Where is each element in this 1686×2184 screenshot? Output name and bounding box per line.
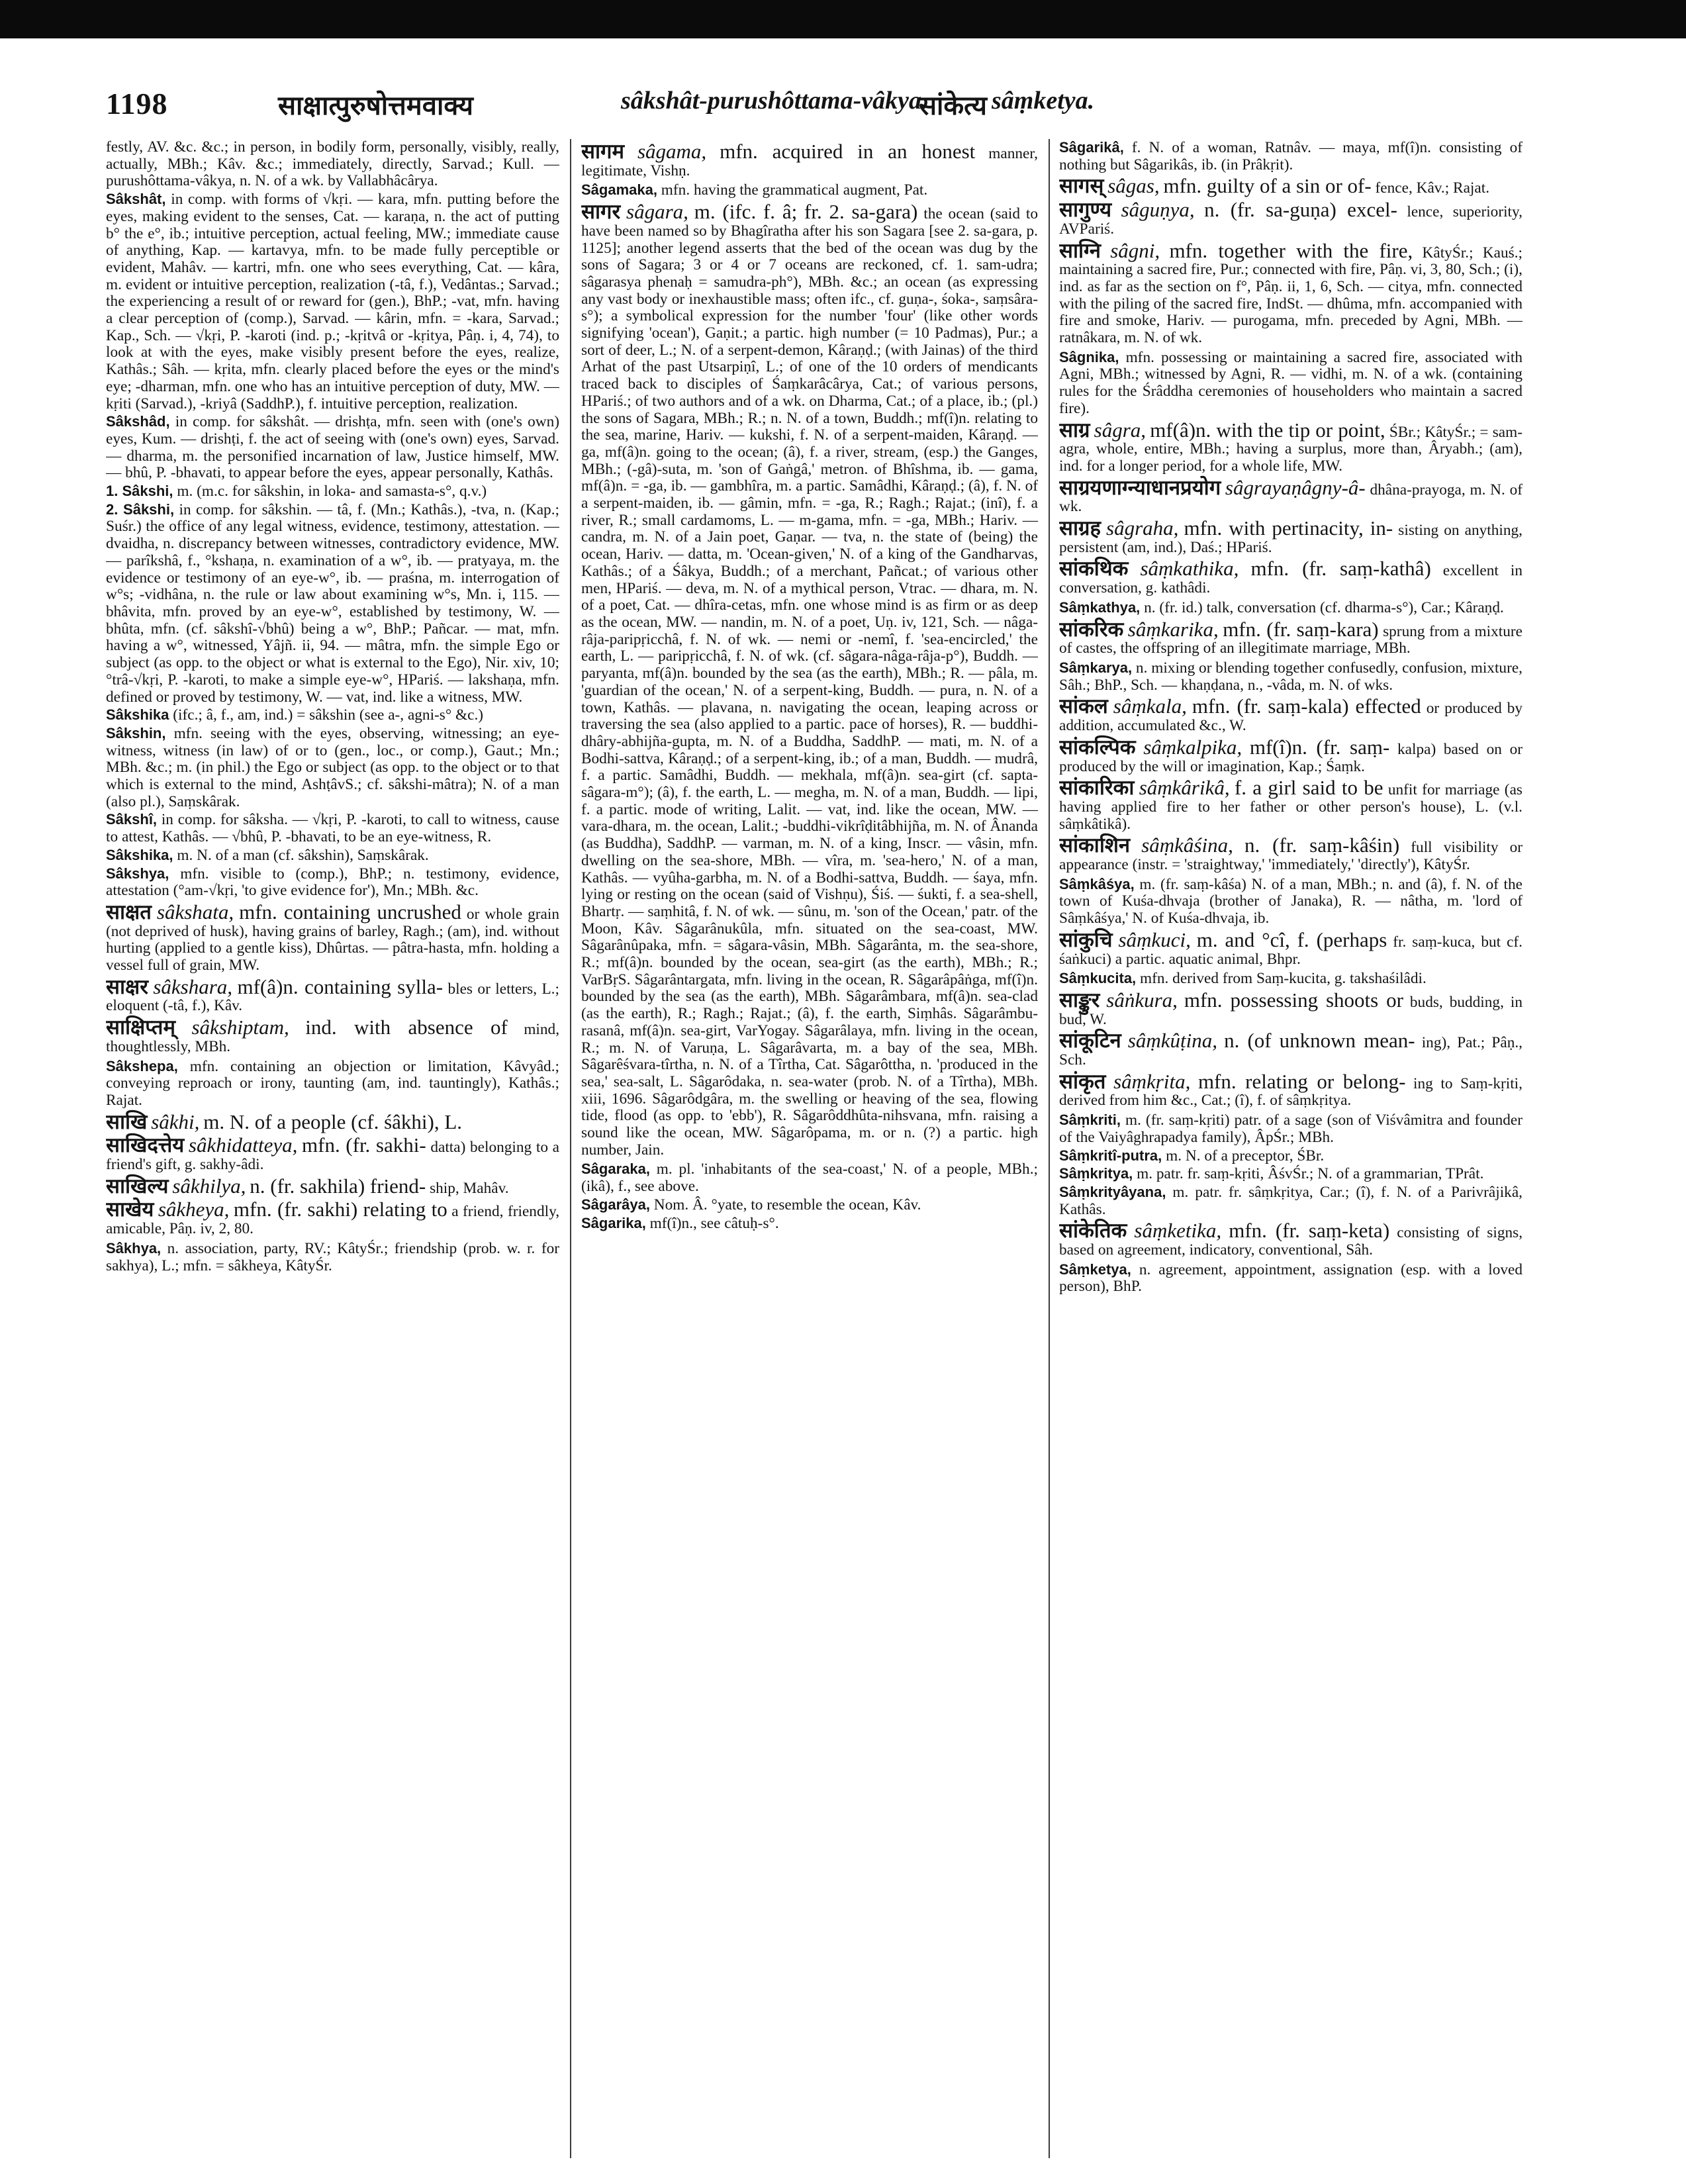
headword-transliteration: sâgra, — [1094, 418, 1147, 442]
definition-lead: f. a girl said to be — [1234, 776, 1383, 800]
headword-devanagari: सांकल — [1059, 694, 1108, 719]
headword-devanagari: साग्नि — [1059, 238, 1101, 263]
sub-entry — [106, 483, 559, 500]
definition-lead: mf(â)n. containing sylla- — [237, 974, 444, 998]
definition-text: in comp. with forms of √kṛi. — kara, mfn. putting before the eyes, making evident to the senses, Cat. — karaṇa, n. the act of putting b° the e°, ib.; intuitive perception, actual feeling, MW.; immediate cause of anything, Kap. — kartavya, mfn. to be made fully perceptible or evident, Mahâv. — kartri, mfn. one who sees everything, Cat. — kâra, m. evident or intuitive perception, realization (-tâ, f.), Vedântas.; Sarvad.; the experiencing a result of or reward for (gen.), BhP.; -vat, mfn. having a clear perception of (comp.), Sarvad. — kârin, mfn. = -kara, Sarvad.; Kap., Sch. — √kṛi, P. -karoti (ind. p.; -kṛitvâ or -kṛitya, Pâṇ. i, 4, 74), to look at with the eyes, make visibly present before the eyes, realize, Kathâs.; Sâh. — kṛita, mfn. clearly placed before the eyes or the mind's eye; -dharman, mfn. one who has an intuitive perception of duty, MW. — kṛiti (Sarvad.), -kriyâ (SaddhP.), f. intuitive perception, realization. — [106, 191, 559, 412]
headword-devanagari: सांकल्पिक — [1059, 735, 1136, 759]
main-entry — [1059, 617, 1522, 657]
headword-devanagari: साग्रयणाग्न्याधानप्रयोग — [1059, 475, 1221, 500]
header-left-devanagari: साक्षात्पुरुषोत्तमवाक्य — [278, 91, 473, 121]
headword-transliteration: sâkshata, — [156, 900, 234, 924]
sub-headword: Sâkshika, — [106, 846, 173, 863]
headword-devanagari: साग्रह — [1059, 516, 1101, 541]
definition-text: mfn. seeing with the eyes, observing, witnessing; an eye-witness, witness (in law) of or to (gen., loc., or comp.), Gaut.; Mn.; MBh. &c.; m. (in phil.) the Ego or subject (as opp. to the object or to that which is external to the mind, AshṭâvS.; cf. sâkshi-mâtra); N. of a man (also pl.), Saṃskârak. — [106, 724, 559, 810]
headword-devanagari: साखिदत्तेय — [106, 1133, 185, 1158]
definition-text: dhâna-prayoga, m. N. of wk. — [1059, 481, 1522, 516]
sub-entry — [1059, 1261, 1522, 1296]
main-entry — [1059, 418, 1522, 475]
page-number: 1198 — [106, 87, 168, 120]
sub-headword: Sâgarâya, — [581, 1196, 650, 1213]
definition-lead: mfn. acquired in an honest — [720, 140, 976, 163]
column-1 — [106, 139, 559, 2165]
definition-text: m. (m.c. for sâkshin, in loka- and samasta-s°, q.v.) — [177, 483, 487, 500]
sub-headword: Sâkshya, — [106, 865, 169, 882]
definition-text: n. mixing or blending together confusedly, confusion, mixture, Sâh.; BhP., Sch. — khaṇḍana, n., -vâda, m. N. of wks. — [1059, 659, 1522, 694]
definition-text: fence, Kâv.; Rajat. — [1375, 179, 1490, 197]
sub-headword: 2. Sâkshi, — [106, 500, 175, 518]
sub-headword: Sâṃkriti, — [1059, 1112, 1121, 1129]
definition-lead: n. (of unknown mean- — [1224, 1029, 1415, 1053]
main-entry — [1059, 174, 1522, 199]
headword-devanagari: सांकथिक — [1059, 557, 1129, 581]
main-entry — [1059, 475, 1522, 516]
definition-text: n. association, party, RV.; KâtyŚr.; friendship (prob. w. r. for sakhya), L.; mfn. = sâkheya, KâtyŚr. — [106, 1239, 559, 1274]
headword-devanagari: साक्षिप्तम् — [106, 1016, 175, 1040]
column-divider — [570, 139, 571, 2158]
definition-text: ŚBr.; KâtyŚr.; = sam-agra, whole, entire, MBh.; having a surplus, more than, Âryabh.; (am), ind. for a longer period, for a whole life, MW. — [1059, 423, 1522, 475]
sub-headword: Sâṃkucita, — [1059, 970, 1137, 987]
main-entry — [106, 1016, 559, 1055]
definition-text: (ifc.; â, f., am, ind.) = sâkshin (see a-, agni-s° &c.) — [173, 706, 484, 724]
definition-text: mfn. derived from Saṃ-kucita, g. takshaśilâdi. — [1140, 970, 1427, 988]
headword-devanagari: सांकाशिन — [1059, 833, 1131, 858]
headword-transliteration: sâgara, — [626, 200, 688, 224]
headword-transliteration: sâgrayaṇâgny-â- — [1225, 475, 1366, 499]
main-entry — [1059, 516, 1522, 556]
column-3 — [1059, 139, 1522, 2165]
definition-text: m. N. of a preceptor, ŚBr. — [1166, 1147, 1325, 1164]
definition-text: unfit for marriage (as having applied fire to her father or other person's house), L. (v.l. sâṃkâtikâ). — [1059, 781, 1522, 833]
headword-transliteration: sâkhidatteya, — [188, 1133, 298, 1157]
main-entry — [581, 200, 1038, 1159]
sub-headword: Sâṃkâśya, — [1059, 875, 1135, 892]
definition-text: full visibility or appearance (instr. = 'straightway,' 'immediately,' 'directly'), KâtyŚr. — [1059, 839, 1522, 874]
sub-entry — [106, 1058, 559, 1110]
definition-text: n. (fr. id.) talk, conversation (cf. dharma-s°), Car.; Kâraṇḍ. — [1144, 598, 1504, 616]
definition-text: excellent in conversation, g. kathâdi. — [1059, 562, 1522, 597]
main-entry — [1059, 927, 1522, 968]
headword-devanagari: सागस् — [1059, 174, 1104, 199]
definition-lead: n. (fr. sa-guṇa) excel- — [1204, 198, 1397, 222]
definition-text: ing to Saṃ-kṛiti, derived from him &c., Cat.; (î), f. of sâṃkṛitya. — [1059, 1074, 1522, 1110]
definition-lead: mf(î)n. (fr. saṃ- — [1249, 735, 1390, 759]
headword-transliteration: sâṅkura, — [1106, 988, 1178, 1012]
definition-lead: mfn. (fr. sakhi) relating to — [233, 1198, 447, 1221]
definition-lead: mfn. (fr. saṃ-keta) — [1229, 1219, 1390, 1243]
headword-transliteration: sâkshiptam, — [191, 1016, 289, 1039]
headword-transliteration: sâṃkalpika, — [1143, 735, 1242, 759]
sub-entry — [106, 847, 559, 865]
main-entry — [106, 1110, 559, 1134]
sub-entry — [1059, 139, 1522, 173]
main-entry — [1059, 776, 1522, 833]
definition-text: in comp. for sâksha. — √kṛi, P. -karoti, to call to witness, cause to attest, Kathâs. — √bhû, P. -bhavati, to be an eye-witness, R. — [106, 811, 559, 846]
headword-devanagari: सागम — [581, 140, 624, 164]
headword-transliteration: sâkshara, — [153, 974, 233, 998]
definition-text: manner, legitimate, Vishṇ. — [581, 145, 1038, 179]
definition-text: ing), Pat.; Pâṇ., Sch. — [1059, 1034, 1522, 1069]
definition-lead: mfn. containing uncrushed — [239, 900, 461, 924]
sub-entry — [106, 706, 559, 724]
definition-text: sisting on anything, persistent (am, ind.), Daś.; HPariś. — [1059, 522, 1522, 556]
definition-text: festly, AV. &c. &c.; in person, in bodily form, personally, visibly, really, actually, MBh.; Kâv. &c.; immediately, directly, Sarvad.; Kull. — purushôttama-vâkya, n. N. of a wk. by Vallabhâcârya. — [106, 139, 559, 190]
sub-headword: Sâgarikâ, — [1059, 139, 1124, 156]
sub-headword: Sâkhya, — [106, 1239, 162, 1257]
definition-text: m. (fr. saṃ-kâśa) N. of a man, MBh.; n. and (â), f. N. of the town of Kuśa-dhvaja (brother of Janaka), R. — nâtha, m. 'lord of Sâṃkâśya,' N. of Kuśa-dhvaja, ib. — [1059, 875, 1522, 927]
headword-transliteration: sâṃkarika, — [1127, 617, 1219, 641]
header-right-transliteration: sâṃketya. — [992, 87, 1095, 115]
definition-text: m. pl. 'inhabitants of the sea-coast,' N. of a people, MBh.; (ikâ), f., see above. — [581, 1161, 1038, 1196]
sub-headword: Sâkshâd, — [106, 413, 170, 430]
sub-entry — [1059, 1147, 1522, 1165]
sub-entry — [106, 811, 559, 845]
headword-transliteration: sâkhilya, — [172, 1174, 246, 1198]
sub-entry — [581, 181, 1038, 199]
main-entry — [1059, 988, 1522, 1028]
headword-transliteration: sâṃkathika, — [1140, 557, 1239, 581]
sub-entry — [106, 725, 559, 811]
headword-transliteration: sâguṇya, — [1121, 198, 1195, 222]
sub-headword: Sâṃkarya, — [1059, 659, 1133, 676]
definition-text: KâtyŚr.; Kauś.; maintaining a sacred fire, Pur.; connected with fire, Pâṇ. vi, 3, 80, Sch.; (i), ind. as far as the section on f°, Pâṇ. ii, 1, 6, Sch. — citya, mfn. connected with the piling of the sacred fire, IndSt. — dhûma, mfn. accompanied with fire and smoke, Hariv. — purogama, mfn. preceded by Agni, MBh. — ratnâkara, m. N. of wk. — [1059, 244, 1522, 347]
headword-transliteration: sâṃkârikâ, — [1139, 776, 1230, 800]
main-entry — [1059, 1069, 1522, 1110]
definition-text: m. (fr. saṃ-kṛiti) patr. of a sage (son of Viśvâmitra and founder of the Vaiyâghrapadya family), ÂpŚr.; MBh. — [1059, 1112, 1522, 1146]
definition-text: the ocean (said to have been named so by Bhagîratha after his son Sagara [see 2. sa-gara, p. 1125]; another legend asserts that the bed of the ocean was dug by the sons of Sagara; 3 or 4 or 7 oceans are reckoned, cf. 1. sam-udra; sâgarasya phenaḥ = samudra-ph°), MBh. &c.; an ocean (as expressing any vast body or inexhaustible mass; often ifc., cf. guṇa-, śoka-, saṃsâra-s°); a symbolical expression for the number 'four' (like other words signifying 'ocean'), Gaṇit.; a partic. high number (= 10 Padmas), Pur.; a sort of deer, L.; N. of a serpent-demon, Kâraṇḍ.; (with Jainas) of the third Arhat of the past Utsarpiṇî, L.; of one of the 10 orders of mendicants traced back to disciples of Śaṃkarâcârya, Cat.; of various persons, HPariś.; of two authors and of a wk. on Dharma, Cat.; of a place, ib.; (pl.) the sons of Sagara, MBh.; R.; n. N. of a town, Buddh.; mf(î)n. relating to the sea, marine, Hariv. — kukshi, f. N. of a serpent-maiden, Kâraṇḍ. — ga, mf(â)n. going to the ocean; (â), f. a river, stream, (esp.) the Ganges, MBh.; (-gâ)-suta, m. 'son of Gaṅgâ,' metron. of Bhîshma, ib. — gama, mf(â)n. = -ga, ib. — gambhîra, m. a partic. Samâdhi, Kâraṇḍ.; (â), f. N. of a serpent-maiden, ib. — gâmin, mfn. = -ga, R.; Ragh.; Rajat.; (inî), f. a river, R.; small cardamoms, L. — m-gama, mfn. = -ga, MBh.; Hariv. — candra, m. N. of a Jain poet, Gaṇar. — tva, n. the state of (being) the ocean, Hariv. — datta, m. 'Ocean-given,' N. of a king of the Gandharvas, Kathâs.; of a Śâkya, Buddh.; of a merchant, Pañcat.; of various other men, HPariś. — deva, m. N. of a mythical person, Vtrac. — dhara, m. N. of a poet, Cat. — dhîra-cetas, mfn. one whose mind is as firm or as deep as the ocean, MW. — nandin, m. N. of a poet, Uṇ. iv, 121, Sch. — nâga-râja-paripṛicchâ, f. N. of wk. — nemi or -nemî, f. 'sea-encircled,' the earth, L. — paripṛicchâ, f. N. of wk. (cf. sâgara-nâga-râja-p°), Buddh. — paryanta, mf(â)n. bounded by the sea (as the earth), MBh.; R. — pâla, m. 'guardian of the ocean,' N. of a serpent-king, Buddh. — pura, n. N. of a town, Kathâs. — plavana, n. navigating the ocean, leaping across or traversing the sea (also applied to a partic. pace of horses), R. — buddhi-dhâry-abhijña-gupta, m. N. of a Buddha, SaddhP. — mati, m. N. of a Bodhi-sattva, Kâraṇḍ.; of a serpent-king, ib.; of a man, Buddh. — mudrâ, f. a partic. Samâdhi, Buddh. — mekhala, mf(â)n. sea-girt (cf. sapta-sâgara-m°); (â), f. the earth, L. — megha, m. N. of a man, Buddh. — lipi, f. a partic. mode of writing, Lalit. — vat, ind. like the ocean, MW. — vara-dhara, m. the ocean, Lalit.; -buddhi-vikrîḍitâbhijña, m. N. of Ânanda (as Buddha), SaddhP. — varman, m. N. of a king, Inscr. — vâsin, mfn. dwelling on the sea-shore, MBh. — vîra, m. 'sea-hero,' N. of a man, Kathâs. — vyûha-garbha, m. N. of a Bodhi-sattva, Buddh. — śaya, mfn. lying or resting on the ocean (said of Vishṇu), Śiś. — śukti, f. a sea-shell, Bhartṛ. — saṃhitâ, f. N. of wk. — sûnu, m. 'son of the Ocean,' patr. of the Moon, Kâv. Sâgarânukûla, mfn. situated on the sea-coast, MW. Sâgarânûpaka, mfn. = sâgara-vâsin, MBh. Sâgarânta, m. the sea-shore, R.; mf(â)n. bounded by the ocean, sea-girt (as the earth), MBh.; R.; VarBṛS. Sâgarântargata, mfn. living in the ocean, R. Sâgarâpâṅga, mf(î)n. bounded by the sea (as the earth), MBh. Sâgarâmbara, mf(â)n. sea-clad (as the earth), R.; Ragh.; Rajat.; (â), f. the earth, Siṃhâs. Sâgarâmbu-rasanâ, mf(â)n. sea-girt, VarYogay. Sâgarâlaya, mfn. living in the ocean, R.; m. N. of Varuṇa, L. Sâgarâvarta, m. a bay of the sea, MBh. Sâgarêśvara-tîrtha, n. N. of a Tîrtha, Cat. Sâgarôttha, n. 'produced in the sea,' sea-salt, L. Sâgarôdaka, n. sea-water (prob. N. of a Tîrtha), MBh. xiii, 1696. Sâgarôdgâra, m. the swelling or heaving of the sea, flowing tide, flood (as opp. to 'ebb'), R. Sâgarôddhûta-nihsvana, mfn. raising a sound like the ocean, MW. Sâgarôpama, m. or n. (?) a partic. high number, Jain. — [581, 205, 1038, 1159]
definition-text: or produced by addition, accumulated &c., W. — [1059, 700, 1522, 735]
headword-devanagari: साक्षत — [106, 900, 152, 924]
headword-transliteration: sâgama, — [637, 140, 707, 163]
definition-lead: mfn. (fr. saṃ-kathâ) — [1250, 557, 1431, 581]
sub-entry — [1059, 659, 1522, 694]
definition-text: in comp. for sâkshât. — drishṭa, mfn. seen with (one's own) eyes, Kum. — drishṭi, f. the act of seeing with (one's own) eyes, Sarvad. — dharma, m. the personified incarnation of law, Justice himself, MW. — bhû, P. -bhavati, to appear before the eyes, appear personally, Kathâs. — [106, 413, 559, 482]
definition-lead: mfn. (fr. saṃ-kara) — [1223, 617, 1379, 641]
definition-text: sprung from a mixture of castes, the offspring of an illegitimate marriage, MBh. — [1059, 622, 1522, 657]
sub-headword: Sâṃkritya, — [1059, 1165, 1133, 1182]
main-entry — [581, 140, 1038, 179]
sub-headword: Sâkshika — [106, 706, 169, 724]
sub-entry — [581, 1215, 1038, 1233]
headword-devanagari: सांकारिका — [1059, 776, 1135, 800]
definition-text: mfn. possessing or maintaining a sacred fire, associated with Agni, MBh.; witnessed by Agni, R. — vidhi, m. N. of a wk. (containing rules for the Śrâddha ceremonies of householders who maintain a sacred fire). — [1059, 348, 1522, 417]
headword-transliteration: sâgraha, — [1106, 516, 1179, 540]
scan-top-border — [0, 0, 1686, 38]
definition-text: mfn. having the grammatical augment, Pat. — [661, 181, 928, 199]
definition-text: mfn. containing an objection or limitation, Kâvyâd.; conveying reproach or irony, taunting (am, ind. tauntingly), Kathâs.; Rajat. — [106, 1057, 559, 1109]
headword-transliteration: sâkhi, — [151, 1110, 200, 1133]
sub-entry — [106, 413, 559, 482]
definition-text: a friend, friendly, amicable, Pâṇ. iv, 2, 80. — [106, 1203, 559, 1238]
main-entry — [1059, 735, 1522, 775]
definition-text: m. patr. fr. sâṃkṛitya, Car.; (î), f. N. of a Parivrâjikâ, Kathâs. — [1059, 1183, 1522, 1218]
column-divider — [1049, 139, 1050, 2158]
main-entry — [106, 974, 559, 1015]
sub-headword: Sâkshât, — [106, 191, 166, 208]
headword-transliteration: sâṃkâśina, — [1141, 833, 1233, 857]
headword-devanagari: सांकूटिन — [1059, 1029, 1121, 1053]
headword-devanagari: सागुण्य — [1059, 198, 1112, 222]
definition-lead: mfn. (fr. saṃ-kala) effected — [1192, 694, 1421, 718]
header-left-transliteration: sâkshât-purushôttama-vâkya. — [621, 87, 928, 115]
sub-entry — [1059, 1184, 1522, 1218]
main-entry — [1059, 1219, 1522, 1259]
sub-headword: Sâṃkrityâyana, — [1059, 1183, 1166, 1200]
main-entry — [1059, 238, 1522, 347]
definition-text: in comp. for sâkshin. — tâ, f. (Mn.; Kathâs.), -tva, n. (Kap.; Suśr.) the office of any legal witness, evidence, testimony, attestation. — dvaidha, n. discrepancy between witnesses, contradictory evidence, MW. — parîkshâ, f., °kshaṇa, n. examination of a w°, ib. — pratyaya, m. the evidence or testimony of an eye-w°, ib. — praśna, m. interrogation of w°s; -vidhâna, n. the rule or law about examining w°s, Mn. i, 115. — bhâvita, mfn. proved by an eye-w°, established by testimony, W. — bhûta, mfn. (cf. sâkshî-√bhû) being a w°, BhP.; Pañcar. — mat, mfn. having a w°, witnessed, Yâjñ. ii, 94. — mâtra, mfn. the simple Ego or subject (as opp. to the object or what is external to the Ego), Nir. xiv, 10; °trâ-√kṛi, P. -karoti, to make a simple eye-w°, HPariś. — lakshaṇa, mfn. defined or proved by testimony, W. — vat, ind. like a witness, MW. — [106, 500, 559, 706]
sub-headword: Sâkshî, — [106, 811, 158, 828]
headword-transliteration: sâṃkûṭina, — [1127, 1029, 1217, 1053]
sub-entry — [1059, 876, 1522, 927]
definition-lead: mfn. possessing shoots or — [1184, 988, 1403, 1012]
definition-lead: mf(â)n. with the tip or point, — [1150, 418, 1385, 442]
main-entry — [106, 1133, 559, 1174]
definition-text: buds, budding, in bud, W. — [1059, 993, 1522, 1028]
sub-headword: 1. Sâkshi, — [106, 483, 173, 500]
headword-devanagari: साखेय — [106, 1198, 154, 1222]
sub-entry — [106, 865, 559, 900]
sub-entry — [1059, 1112, 1522, 1146]
definition-text: Nom. Â. °yate, to resemble the ocean, Kâv. — [653, 1196, 921, 1213]
headword-devanagari: सांकृत — [1059, 1069, 1106, 1094]
sub-entry — [581, 1196, 1038, 1214]
headword-devanagari: साखि — [106, 1110, 148, 1134]
headword-devanagari: सांकरिक — [1059, 617, 1124, 641]
definition-text: f. N. of a woman, Ratnâv. — maya, mf(î)n. consisting of nothing but Sâgarikâs, ib. (in Prâkṛit). — [1059, 139, 1522, 173]
definition-text: mf(î)n., see câtuḥ-s°. — [649, 1214, 779, 1232]
sub-entry — [106, 191, 559, 412]
main-entry — [1059, 694, 1522, 735]
main-entry — [1059, 833, 1522, 874]
definition-text: consisting of signs, based on agreement, indicatory, conventional, Sâh. — [1059, 1224, 1522, 1259]
headword-transliteration: sâgas, — [1107, 174, 1160, 198]
sub-headword: Sâgarika, — [581, 1214, 646, 1231]
sub-entry — [1059, 970, 1522, 988]
definition-lead: mfn. together with the fire, — [1169, 238, 1413, 262]
sub-entry — [1059, 349, 1522, 418]
headword-transliteration: sâkheya, — [158, 1198, 230, 1221]
definition-text: or whole grain (not deprived of husk), having grains of barley, Ragh.; (am), ind. without hurting (applied to a gentle kiss), Dhûrtas. — pâtra-hasta, mfn. holding a vessel full of grain, MW. — [106, 905, 559, 974]
sub-entry — [581, 1161, 1038, 1195]
sub-headword: Sâṃkritî-putra, — [1059, 1147, 1162, 1164]
definition-lead: m. and °cî, f. (perhaps — [1196, 927, 1387, 951]
definition-text: ship, Mahâv. — [430, 1179, 509, 1197]
headword-devanagari: साङ्कुर — [1059, 988, 1100, 1012]
headword-transliteration: sâgni, — [1110, 238, 1160, 262]
sub-entry — [106, 1240, 559, 1274]
headword-transliteration: sâṃkuci, — [1118, 927, 1191, 951]
sub-headword: Sâṃketya, — [1059, 1260, 1131, 1278]
headword-devanagari: सागर — [581, 200, 621, 224]
main-entry — [106, 1198, 559, 1238]
main-entry — [1059, 1029, 1522, 1069]
headword-transliteration: sâṃkṛita, — [1113, 1069, 1191, 1093]
headword-devanagari: सांकुचि — [1059, 927, 1113, 952]
column-2 — [581, 139, 1038, 2165]
definition-lead: n. (fr. sakhila) friend- — [250, 1174, 426, 1198]
definition-lead: mfn. guilty of a sin or of- — [1163, 174, 1372, 198]
definition-lead: mfn. relating or belong- — [1197, 1069, 1406, 1093]
definition-text: fr. saṃ-kuca, but cf. śaṅkuci) a partic. aquatic animal, Bhpr. — [1059, 933, 1522, 968]
headword-devanagari: साग्र — [1059, 418, 1090, 442]
sub-headword: Sâṃkathya, — [1059, 598, 1141, 616]
headword-devanagari: सांकेतिक — [1059, 1219, 1127, 1243]
headword-devanagari: साखिल्य — [106, 1174, 169, 1198]
definition-lead: mfn. (fr. sakhi- — [302, 1133, 426, 1157]
main-entry — [106, 900, 559, 974]
definition-lead: ind. with absence of — [305, 1016, 508, 1039]
sub-headword: Sâgaraka, — [581, 1161, 650, 1178]
sub-headword: Sâkshepa, — [106, 1057, 178, 1074]
page-header — [106, 86, 1589, 132]
definition-text: n. agreement, appointment, assignation (esp. with a loved person), BhP. — [1059, 1260, 1522, 1296]
main-entry — [1059, 198, 1522, 238]
main-entry — [106, 1174, 559, 1198]
definition-text: kalpa) based on or produced by the will or imagination, Kap.; Śaṃk. — [1059, 740, 1522, 775]
sub-headword: Sâkshin, — [106, 724, 166, 741]
header-right-devanagari: सांकेत्य — [919, 91, 987, 121]
headword-transliteration: sâṃketika, — [1134, 1219, 1222, 1243]
headword-transliteration: sâṃkala, — [1113, 694, 1187, 718]
definition-text: mind, thoughtlessly, MBh. — [106, 1021, 559, 1055]
sub-entry — [1059, 1165, 1522, 1183]
definition-text: bles or letters, L.; eloquent (-tâ, f.), Kâv. — [106, 980, 559, 1015]
main-entry — [1059, 557, 1522, 597]
sub-entry — [106, 501, 559, 706]
definition-lead: m. (ifc. f. â; fr. 2. sa-gara) — [694, 200, 918, 224]
sub-headword: Sâgnika, — [1059, 348, 1119, 365]
definition-text: m. patr. fr. saṃ-kṛiti, ÂśvŚr.; N. of a grammarian, TPrât. — [1137, 1165, 1484, 1183]
sub-entry — [1059, 599, 1522, 617]
headword-devanagari: साक्षर — [106, 974, 148, 999]
definition-lead: mfn. with pertinacity, in- — [1184, 516, 1393, 540]
definition-text: lence, superiority, AVPariś. — [1059, 203, 1522, 238]
sub-headword: Sâgamaka, — [581, 181, 657, 199]
definition-lead: m. N. of a people (cf. śâkhi), L. — [203, 1110, 463, 1133]
definition-text: mfn. visible to (comp.), BhP.; n. testimony, evidence, attestation (°am-√kṛi, 'to give evidence for'), Mn.; MBh. &c. — [106, 865, 559, 900]
definition-text: m. N. of a man (cf. sâkshin), Saṃskârak. — [177, 846, 429, 864]
definition-lead: n. (fr. saṃ-kâśin) — [1244, 833, 1400, 857]
definition-text: datta) belonging to a friend's gift, g. sakhy-âdi. — [106, 1139, 559, 1174]
continued-entry — [106, 139, 559, 190]
